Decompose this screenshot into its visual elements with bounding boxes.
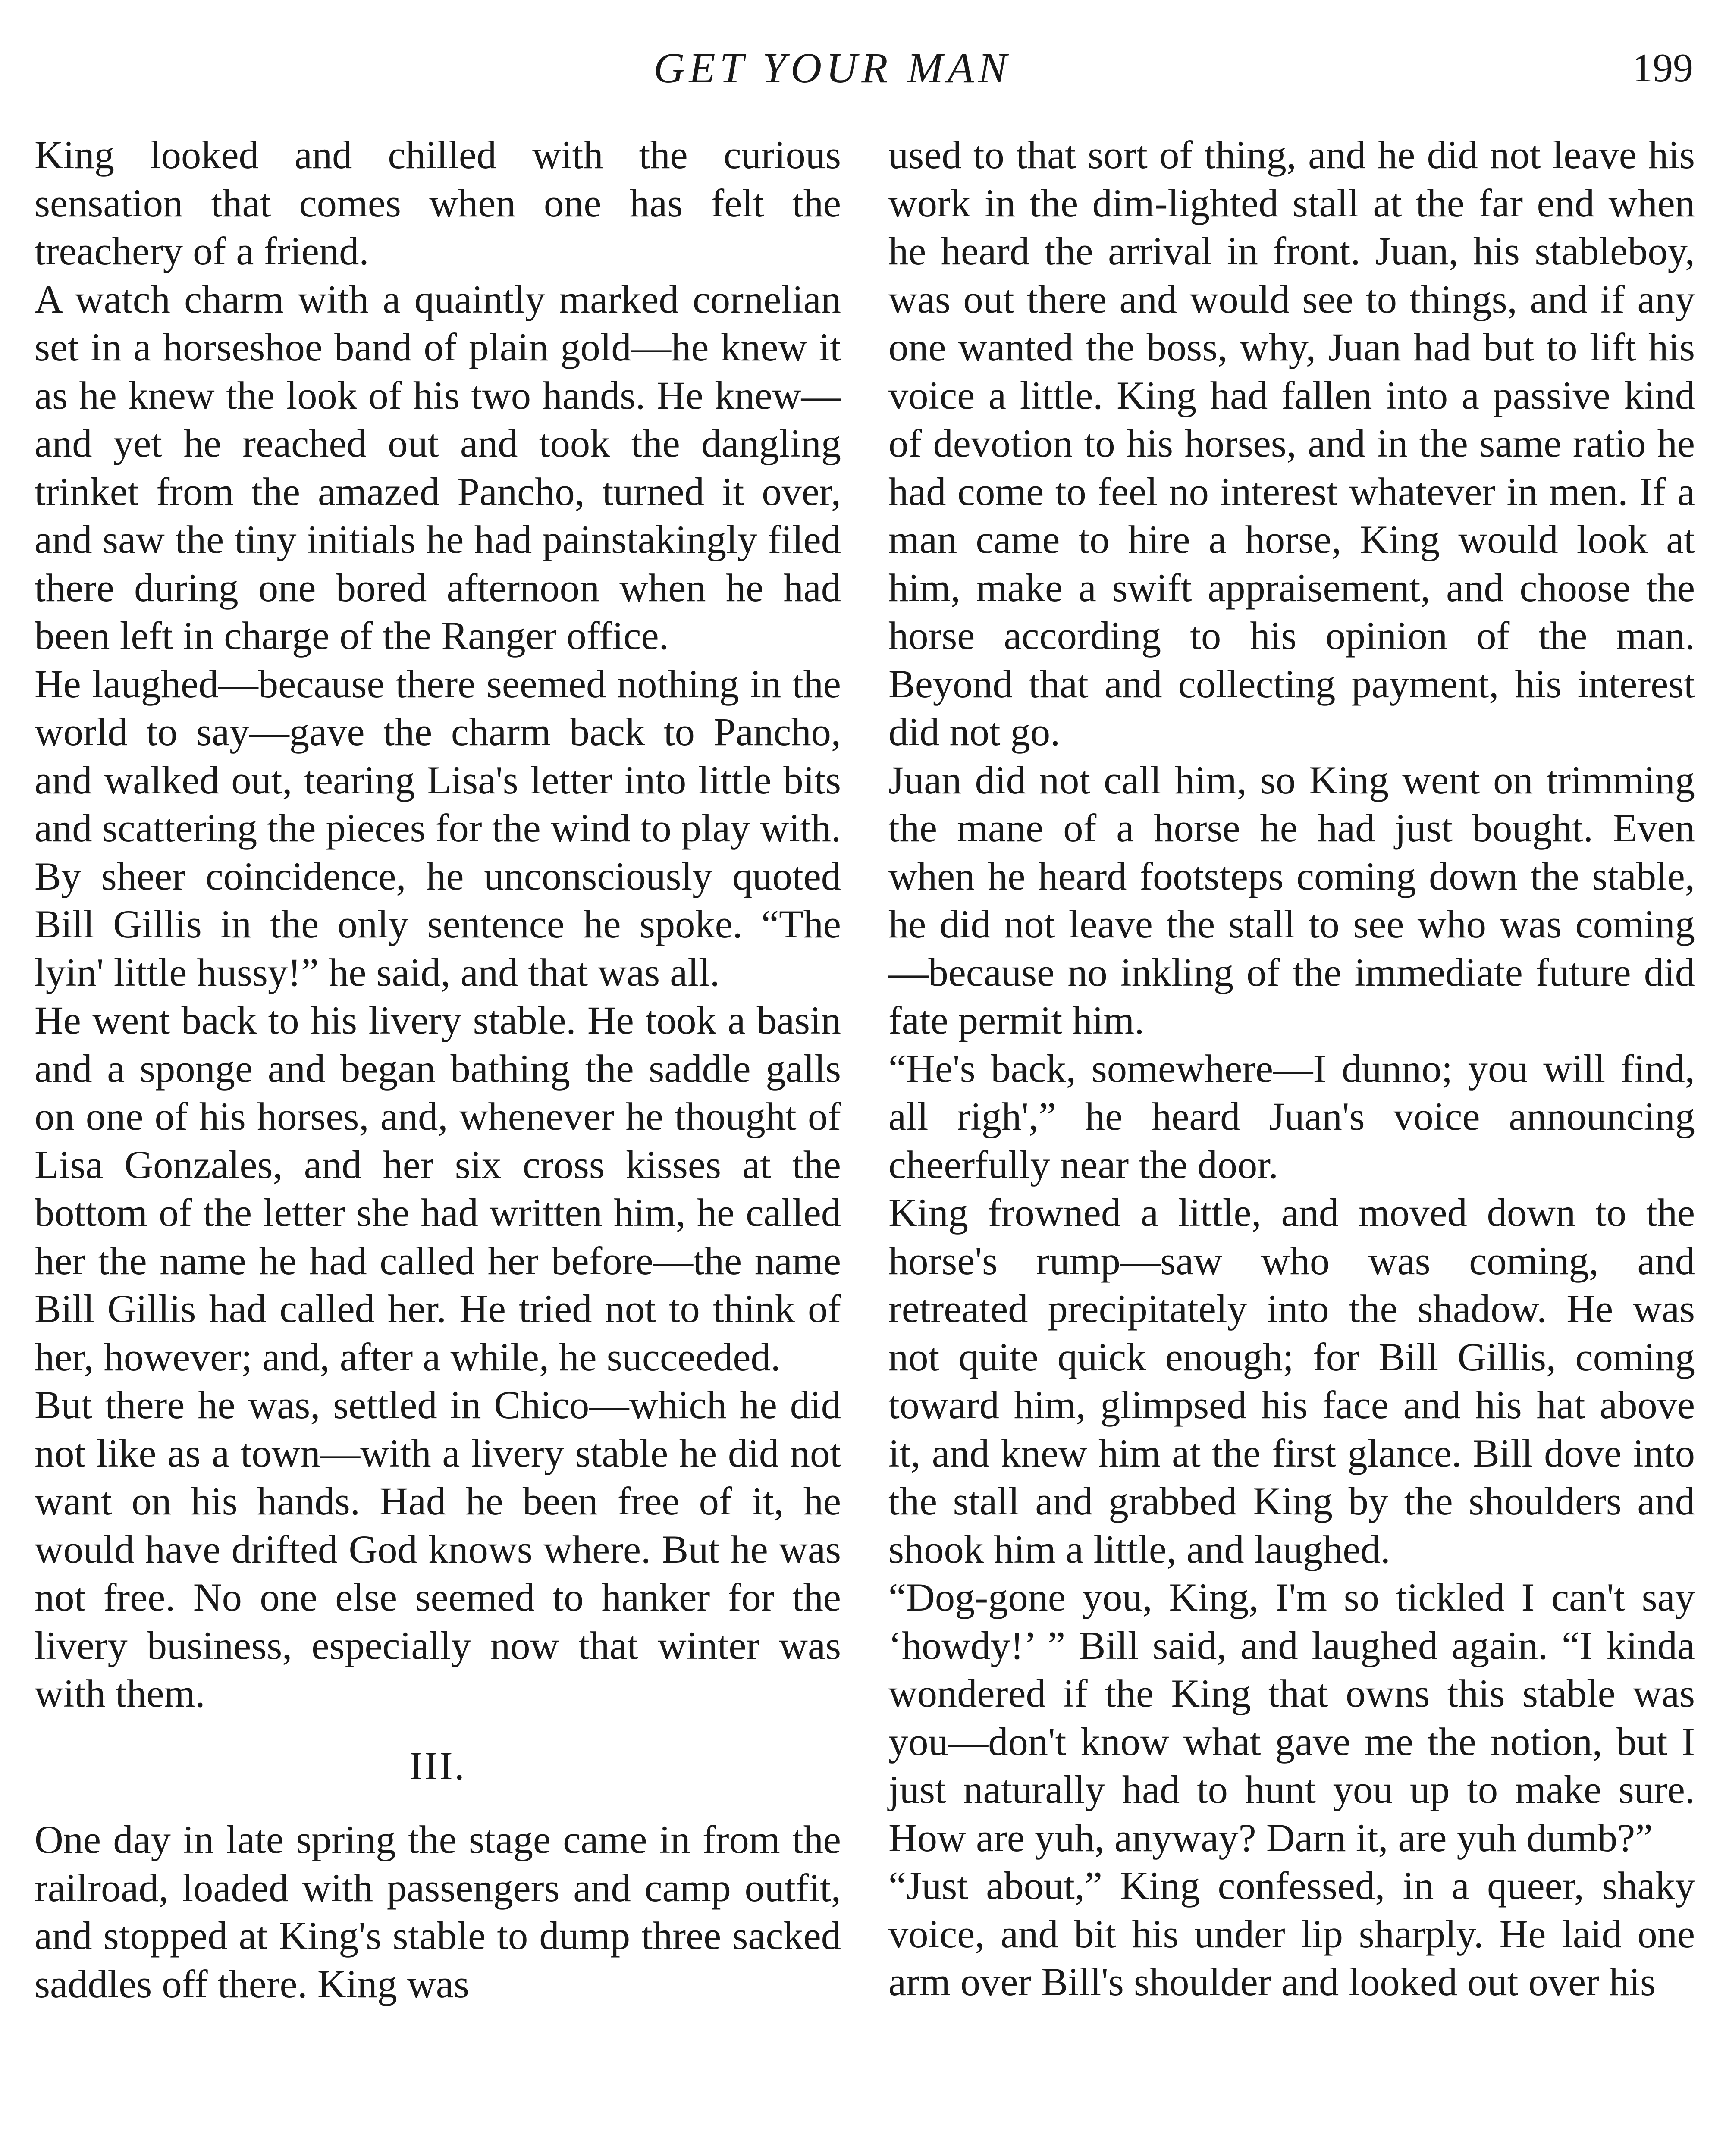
paragraph: King frowned a little, and moved down to the horse's rump—saw who was coming, and retreated precipitately into the shadow. He was not quite quick enough; for Bill Gillis, coming toward him, glimpsed his face and his hat above it, and knew him at the first glance. Bill dove into the stall and grabbed King by the shoulders and shook him a little, and laughed. bbox=[888, 1191, 1695, 1572]
paragraph: One day in late spring the stage came in from the railroad, loaded with passengers and camp outfit, and stopped at King's stable to dump three sacked saddles off there. King was bbox=[35, 1818, 841, 2006]
page-number: 199 bbox=[1632, 46, 1693, 91]
paragraph: A watch charm with a quaintly marked cornelian set in a horseshoe band of plain gold—he knew it as he knew the look of his two hands. He knew—and yet he reached out and took the dangling trinket from the amazed Pancho, turned it over, and saw the tiny initials he had painstakingly filed there during one bored afternoon when he had been left in charge of the Ranger office. bbox=[35, 277, 841, 658]
paragraph: But there he was, settled in Chico—which he did not like as a town—with a livery stable he did not want on his hands. Had he been free of it, he would have drifted God knows where. But he was not free. No one else seemed to hanker for the livery business, especially now that winter was with them. bbox=[35, 1383, 841, 1716]
section-heading: III. bbox=[409, 1744, 466, 1788]
paragraph: He went back to his livery stable. He took a basin and a sponge and began bathing the saddle galls on one of his horses, and, whenever he thought of Lisa Gonzales, and her six cross kisses at the bottom of the letter she had written him, he called her the name he had called her before—the name Bill Gillis had called her. He tried not to think of her, however; and, after a while, he succeeded. bbox=[35, 999, 841, 1379]
paragraph: “Just about,” King confessed, in a queer, shaky voice, and bit his under lip sharply. He laid one arm over Bill's shoulder and looked out over his bbox=[888, 1864, 1695, 2004]
paragraph: used to that sort of thing, and he did not leave his work in the dim-lighted stall at the far end when he heard the arrival in front. Juan, his stableboy, was out there and would see to things, and if any one wanted the boss, why, Juan had but to lift his voice a little. King had fallen into a passive kind of devotion to his horses, and in the same ratio he had come to feel no interest whatever in men. If a man came to hire a horse, King would look at him, make a swift appraisement, and choose the horse according to his opinion of the man. Beyond that and collecting payment, his interest did not go. bbox=[888, 133, 1695, 754]
running-title: GET YOUR MAN bbox=[653, 44, 1011, 92]
paragraph: Juan did not call him, so King went on trimming the mane of a horse he had just bought. Even when he heard footsteps coming down the stable, he did not leave the stall to see who was coming—because no inkling of the immediate future did fate permit him. bbox=[888, 758, 1695, 1043]
paragraph: “Dog-gone you, King, I'm so tickled I can't say ‘howdy!’ ” Bill said, and laughed again. “I kinda wondered if the King that owns this stable was you—don't know what gave me the notion, but I just naturally had to hunt you up to make sure. How are yuh, anyway? Darn it, are yuh dumb?” bbox=[888, 1576, 1695, 1860]
paragraph: “He's back, somewhere—I dunno; you will find, all righ',” he heard Juan's voice announcing cheerfully near the door. bbox=[888, 1047, 1695, 1187]
paragraph: King looked and chilled with the curious sensation that comes when one has felt the treachery of a friend. bbox=[35, 133, 841, 273]
paragraph: He laughed—because there seemed nothing in the world to say—gave the charm back to Pancho, and walked out, tearing Lisa's letter into little bits and scattering the pieces for the wind to play with. By sheer coincidence, he unconsciously quoted Bill Gillis in the only sentence he spoke. “The lyin' little hussy!” he said, and that was all. bbox=[35, 662, 841, 995]
right-column bbox=[888, 132, 1695, 2007]
left-column bbox=[35, 132, 841, 2009]
running-head bbox=[0, 38, 1726, 98]
